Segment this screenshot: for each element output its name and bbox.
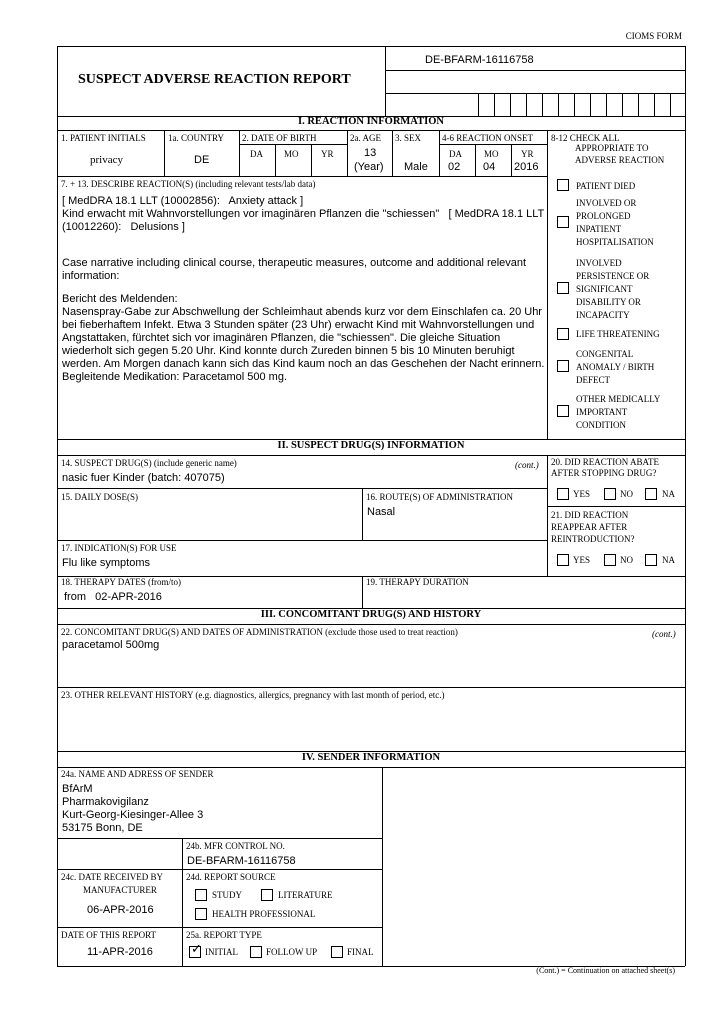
country: DE: [194, 154, 210, 166]
concomitant-label: 22. CONCOMITANT DRUG(S) AND DATES OF ADMINISTRATION (exclude those used to treat reaction): [61, 627, 458, 637]
sex-value: Male: [404, 161, 428, 173]
q20-label: 20. DID REACTION ABATE AFTER STOPPING DRUG?: [551, 457, 659, 478]
header-cell-divider: [590, 93, 591, 116]
header-cell-divider: [558, 93, 559, 116]
outcome-life-threatening-label: LIFE THREATENING: [576, 329, 660, 339]
q21-na-checkbox[interactable]: [645, 554, 657, 566]
route-label: 16. ROUTE(S) OF ADMINISTRATION: [366, 492, 514, 502]
outcome-hospitalisation-label: INVOLVED OR PROLONGED INPATIENT HOSPITALISATION: [576, 198, 654, 247]
source-literature-label: LITERATURE: [278, 890, 333, 900]
received-label-2: MANUFACTURER: [83, 885, 157, 895]
header-cell-divider: [510, 93, 511, 116]
sender-line-1: BfArM: [62, 783, 93, 795]
section-3-heading: III. CONCOMITANT DRUG(S) AND HISTORY: [260, 609, 482, 620]
age-value: 13: [364, 147, 377, 159]
outcome-hospitalisation-checkbox[interactable]: [557, 216, 569, 228]
check-label-1: 8-12 CHECK ALL: [551, 133, 620, 143]
check-mark-icon: ✓: [191, 942, 202, 957]
form-name: CIOMS FORM: [625, 31, 682, 41]
therapy-dates-label: 18. THERAPY DATES (from/to): [61, 577, 181, 587]
onset-mo-label: MO: [484, 149, 499, 159]
outcome-other-checkbox[interactable]: [557, 405, 569, 417]
footer-note: (Cont.) = Continuation on attached sheet(s): [536, 966, 675, 975]
type-final-checkbox[interactable]: [331, 946, 343, 958]
outcome-died-label: PATIENT DIED: [576, 181, 636, 191]
sender-line-4: 53175 Bonn, DE: [62, 822, 143, 834]
concomitant-cont: (cont.): [652, 629, 676, 639]
q20-na-checkbox[interactable]: [645, 488, 657, 500]
age-unit: (Year): [354, 161, 384, 173]
received-value: 06-APR-2016: [87, 904, 154, 916]
q21-yes-checkbox[interactable]: [557, 554, 569, 566]
check-label-3: ADVERSE REACTION: [575, 155, 665, 165]
dob-yr: YR: [321, 149, 334, 159]
q20-na-label: NA: [662, 489, 675, 499]
outcome-disability-checkbox[interactable]: [557, 282, 569, 294]
dob-mo: MO: [284, 149, 299, 159]
source-study-label: STUDY: [212, 890, 243, 900]
source-health-professional-checkbox[interactable]: [195, 908, 207, 920]
reactions-text: [ MedDRA 18.1 LLT (10002856): Anxiety attack ] Kind erwacht mit Wahnvorstellungen vor imaginären Pflanzen die "schiessen" [ MedDRA 18.1 LLT (10012260): Delusions ]: [62, 195, 545, 233]
q21-no-label: NO: [620, 555, 633, 565]
describe-label: 7. + 13. DESCRIBE REACTION(S) (including relevant tests/lab data): [61, 179, 316, 189]
outcome-other-label: OTHER MEDICALLY IMPORTANT CONDITION: [576, 394, 661, 430]
patient-initials-label: 1. PATIENT INITIALS: [61, 133, 146, 143]
form-title: SUSPECT ADVERSE REACTION REPORT: [78, 72, 351, 87]
header-cell-divider: [526, 93, 527, 116]
outcome-life-threatening-checkbox[interactable]: [557, 328, 569, 340]
onset-month: 04: [483, 161, 496, 173]
q20-no-checkbox[interactable]: [604, 488, 616, 500]
date-report-value: 11-APR-2016: [87, 946, 153, 958]
header-cell-divider: [542, 93, 543, 116]
narrative-text: Bericht des Meldenden: Nasenspray-Gabe zur Abschwellung der Schleimhaut abends kurz vor dem Einschlafen ca. 20 Uhr bei fieberhaftem Infekt. Etwa 3 Stunden später (23 Uhr) erwacht Kind mit Wahnvorstellungen und Angstattaken, fürchtet sich vor imaginären Pflanzen, die "schiessen". Die gleiche Situation wiederholt sich gegen 5.20 Uhr. Kind konnte durch Zureden binnen 5 bis 10 Minuten beruhigt werden. Am Morgen danach kann sich das Kind kaum noch an das Geschehen der Nacht erinnern. Begleitende Medikation: Paracetamol 500 mg.: [62, 293, 545, 383]
indication-label: 17. INDICATION(S) FOR USE: [61, 543, 177, 553]
sender-line-3: Kurt-Georg-Kiesinger-Allee 3: [62, 809, 204, 821]
header-cell-divider: [494, 93, 495, 116]
therapy-duration-label: 19. THERAPY DURATION: [366, 577, 469, 587]
header-cell-divider: [638, 93, 639, 116]
type-initial-label: INITIAL: [205, 947, 238, 957]
type-final-label: FINAL: [347, 947, 374, 957]
onset-day: 02: [448, 161, 461, 173]
report-source-label: 24d. REPORT SOURCE: [186, 872, 276, 882]
therapy-dates-value: from 02-APR-2016: [64, 591, 162, 603]
source-literature-checkbox[interactable]: [261, 889, 273, 901]
mfr-value: DE-BFARM-16116758: [187, 855, 296, 867]
country-label: 1a. COUNTRY: [168, 133, 224, 143]
outcome-congenital-label: CONGENITAL ANOMALY / BIRTH DEFECT: [576, 349, 655, 385]
outcome-congenital-checkbox[interactable]: [557, 360, 569, 372]
received-label-1: 24c. DATE RECEIVED BY: [61, 872, 163, 882]
section-2-heading: II. SUSPECT DRUG(S) INFORMATION: [277, 440, 465, 451]
outcome-died-checkbox[interactable]: [557, 179, 569, 191]
sender-label: 24a. NAME AND ADRESS OF SENDER: [61, 769, 214, 779]
report-id: DE-BFARM-16116758: [425, 54, 534, 66]
q20-yes-checkbox[interactable]: [557, 488, 569, 500]
header-cell-divider: [670, 93, 671, 116]
header-cell-divider: [606, 93, 607, 116]
source-health-professional-label: HEALTH PROFESSIONAL: [212, 909, 316, 919]
daily-dose-label: 15. DAILY DOSE(S): [61, 492, 139, 502]
history-label: 23. OTHER RELEVANT HISTORY (e.g. diagnostics, allergics, pregnancy with last month of period, etc.): [61, 690, 445, 700]
suspect-drug-value: nasic fuer Kinder (batch: 407075): [62, 472, 225, 484]
q21-label: 21. DID REACTION REAPPEAR AFTER REINTRODUCTION?: [551, 510, 635, 544]
concomitant-value: paracetamol 500mg: [62, 639, 160, 651]
header-cell-divider: [622, 93, 623, 116]
indication-value: Flu like symptoms: [62, 557, 151, 569]
suspect-cont: (cont.): [515, 460, 539, 470]
sender-line-2: Pharmakovigilanz: [62, 796, 149, 808]
dob-label: 2. DATE OF BIRTH: [242, 133, 317, 143]
report-type-label: 25a. REPORT TYPE: [186, 930, 262, 940]
type-follow-up-label: FOLLOW UP: [266, 947, 318, 957]
q21-yes-label: YES: [573, 555, 591, 565]
q20-yes-label: YES: [573, 489, 591, 499]
route-value: Nasal: [367, 506, 396, 518]
suspect-drug-label: 14. SUSPECT DRUG(S) (include generic name): [61, 458, 237, 468]
header-cell-divider: [654, 93, 655, 116]
narrative-heading: Case narrative including clinical course, therapeutic measures, outcome and additional relevant information:: [62, 257, 530, 282]
type-initial-checkbox[interactable]: [189, 942, 202, 958]
date-report-label: DATE OF THIS REPORT: [61, 930, 157, 940]
header-cell-divider: [574, 93, 575, 116]
source-study-checkbox[interactable]: [195, 889, 207, 901]
onset-yr-label: YR: [521, 149, 534, 159]
header-cell-divider: [478, 93, 479, 116]
q21-no-checkbox[interactable]: [604, 554, 616, 566]
type-follow-up-checkbox[interactable]: [250, 946, 262, 958]
onset-year: 2016: [514, 161, 539, 173]
onset-da-label: DA: [449, 149, 462, 159]
dob-da: DA: [250, 149, 263, 159]
sex-label: 3. SEX: [395, 133, 422, 143]
patient-initials: privacy: [90, 154, 123, 166]
section-1-heading: I. REACTION INFORMATION: [298, 116, 444, 127]
q21-na-label: NA: [662, 555, 675, 565]
mfr-label: 24b. MFR CONTROL NO.: [186, 841, 285, 851]
section-4-heading: IV. SENDER INFORMATION: [301, 752, 441, 763]
check-label-2: APPROPRIATE TO: [575, 143, 649, 153]
onset-label: 4-6 REACTION ONSET: [442, 133, 533, 143]
outcome-disability-label: INVOLVED PERSISTENCE OR SIGNIFICANT DISABILITY OR INCAPACITY: [576, 258, 650, 320]
age-label: 2a. AGE: [350, 133, 381, 143]
q20-no-label: NO: [620, 489, 633, 499]
